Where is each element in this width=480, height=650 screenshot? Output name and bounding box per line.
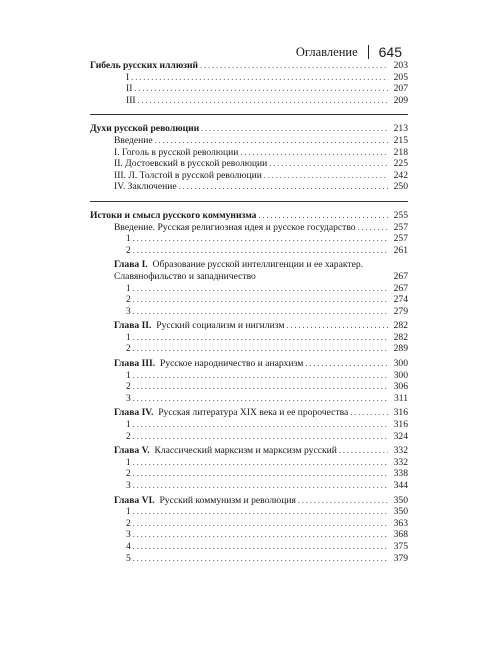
toc-entry-label: 2 [126,294,131,306]
toc-page-number: 332 [393,456,408,468]
toc-entry[interactable] [90,135,408,147]
toc-page-number: 207 [393,83,408,95]
dot-leader [133,381,388,393]
toc-entry-label: I. Гоголь в русской революции [114,146,239,158]
dot-leader [305,358,388,370]
dot-leader [134,83,388,95]
toc-page-number: 267 [393,282,408,294]
toc-entry-label: 5 [126,552,131,564]
dot-leader [133,393,388,405]
toc-page-number: 289 [393,343,408,355]
toc-entry[interactable] [90,95,408,107]
toc-entry[interactable] [90,170,408,182]
dot-leader [133,468,388,480]
toc-subentry[interactable] [90,245,408,257]
toc-entry-label: II. Достоевский в русской революции [114,158,268,170]
toc-entry-label: 3 [126,305,131,317]
toc-subentry[interactable] [90,306,408,318]
toc-chapter[interactable] [90,320,408,332]
toc-entry-label: III [126,94,136,106]
dot-leader [133,518,388,530]
toc-subentry[interactable] [90,419,408,431]
toc-entry-label: III. Л. Толстой в русской революции [114,169,262,181]
dot-leader [133,431,388,443]
toc-subentry[interactable] [90,393,408,405]
toc-page-number: 274 [393,294,408,306]
dot-leader [269,158,388,170]
toc-page-number: 306 [393,381,408,393]
toc-subentry[interactable] [90,343,408,355]
dot-leader [133,370,388,382]
toc-entry-label: Глава II. Русский социализм и нигилизм [114,320,285,332]
dot-leader [258,210,388,222]
toc-page-number: 324 [393,430,408,442]
header-title: Оглавление [295,44,358,59]
toc-entry[interactable] [90,181,408,193]
dot-leader [286,320,388,332]
toc-chapter[interactable] [90,445,408,457]
toc-subentry[interactable] [90,370,408,382]
dot-leader [155,135,388,147]
toc-page-number: 255 [393,209,408,221]
toc-entry-label: 1 [126,331,131,343]
toc-entry-label: 1 [126,282,131,294]
toc-entry-label: 4 [126,540,131,552]
toc-page-number: 375 [393,540,408,552]
toc-entry-label: Истоки и смысл русского коммунизма [90,209,257,221]
toc-entry-label: 1 [126,369,131,381]
dot-leader [200,60,388,72]
toc-entry-label: Гибель русских иллюзий [90,60,199,71]
dot-leader [133,233,388,245]
dot-leader [138,95,388,107]
toc-entry-label: 2 [126,517,131,529]
dot-leader [133,306,388,318]
toc-page-number: 316 [393,407,408,419]
toc-entry-label: Введение [114,134,153,146]
dot-leader [133,283,388,295]
toc-entry[interactable] [90,158,408,170]
dot-leader [133,506,388,518]
toc-subentry[interactable] [90,233,408,245]
toc-page-number: 215 [393,134,408,146]
toc-entry[interactable] [90,222,408,234]
toc-entry-label: 3 [126,529,131,541]
dot-leader [131,72,388,84]
toc-page-number: 338 [393,468,408,480]
dot-leader [179,181,388,193]
toc-page-number: 257 [393,233,408,245]
toc-entry-label: Введение. Русская религиозная идея и русское государство [114,221,356,233]
toc-subentry[interactable] [90,541,408,553]
toc-entry-label: 2 [126,468,131,480]
dot-leader [133,343,388,355]
toc-entry-label: Глава IV. Русская литература XIX века и ее пророчества [114,407,349,419]
toc-page-number: 332 [393,445,408,457]
dot-leader [298,495,388,507]
toc-entry-label: II [126,83,133,95]
toc-page-number: 205 [393,71,408,83]
toc-subentry[interactable] [90,480,408,492]
toc-page-number: 282 [393,331,408,343]
toc-entry-label: 2 [126,381,131,393]
toc-page-number: 257 [393,221,408,233]
dot-leader [350,407,388,419]
dot-leader [133,529,388,541]
toc-subentry[interactable] [90,529,408,541]
toc-section-title[interactable] [90,123,408,135]
toc-chapter[interactable] [90,407,408,419]
toc-page-number: 379 [393,552,408,564]
toc-page-number: 311 [393,392,408,404]
toc-entry-label: 1 [126,233,131,245]
toc-entry[interactable] [90,83,408,95]
toc-chapter[interactable] [90,358,408,370]
toc-page-number: 213 [393,123,408,135]
toc-page-number: 363 [393,517,408,529]
toc-subentry[interactable] [90,457,408,469]
toc-page-number: 316 [393,419,408,431]
toc-page-number: 203 [393,60,408,71]
dot-leader [133,294,388,306]
toc-page-number: 344 [393,480,408,491]
toc-page-number: 218 [393,146,408,158]
dot-leader [358,222,388,234]
dot-leader [264,170,388,182]
toc-entry-label: 3 [126,392,131,404]
toc-section [90,123,408,202]
dot-leader [133,480,388,492]
toc-entry-label: 1 [126,456,131,468]
toc-page-number: 350 [393,506,408,518]
toc-entry-label: 1 [126,419,131,431]
toc-subentry[interactable] [90,381,408,393]
toc-entry[interactable] [90,72,408,84]
toc-entry-label: 2 [126,244,131,256]
dot-leader [133,457,388,469]
toc-page-number: 209 [393,94,408,106]
toc-entry-label: Духи русской революции [90,123,200,135]
toc-section [90,210,408,572]
toc-subentry[interactable] [90,332,408,344]
toc-entry-label: IV. Заключение [114,181,177,193]
toc-entry-label: 3 [126,480,131,491]
dot-leader [240,147,388,159]
toc-entry-label: Глава I. Образование русской интеллигенции и ее характер. Славянофильство и западничество [114,259,364,282]
toc-section [90,60,408,115]
toc-entry-label: Глава V. Классический марксизм и марксизм русский [114,445,337,457]
dot-leader [201,123,388,135]
header-page-number: 645 [378,44,402,60]
toc-chapter[interactable] [90,495,408,507]
toc-entry-label: I [126,71,130,83]
toc-page-number: 300 [393,358,408,370]
toc-subentry[interactable] [90,553,408,565]
toc-entry-label: 1 [126,506,131,518]
toc-entry-label: Глава VI. Русский коммунизм и революция [114,494,296,506]
toc-subentry[interactable] [90,283,408,295]
toc-entry-label: 2 [126,430,131,442]
toc-page-number: 368 [393,529,408,541]
toc-page-number: 250 [393,181,408,193]
toc-entry-label: Глава III. Русское народничество и анархизм [114,358,304,370]
toc-page-number: 225 [393,158,408,170]
toc-page-number: 267 [393,270,408,282]
toc-page-number: 261 [393,244,408,256]
dot-leader [133,419,388,431]
toc-entry-label: 2 [126,343,131,355]
toc-section-title[interactable] [90,210,408,222]
header-divider [368,45,369,59]
toc-subentry[interactable] [90,518,408,530]
toc-page-number: 279 [393,305,408,317]
toc-section-title[interactable] [90,60,408,72]
toc-subentry[interactable] [90,468,408,480]
toc-page-number: 350 [393,494,408,506]
dot-leader [133,245,388,257]
toc-chapter[interactable] [90,259,408,282]
toc-subentry[interactable] [90,506,408,518]
toc-page-number: 282 [393,320,408,332]
toc-subentry[interactable] [90,431,408,443]
dot-leader [133,541,388,553]
toc-subentry[interactable] [90,294,408,306]
toc-entry[interactable] [90,147,408,159]
toc-page-number: 300 [393,369,408,381]
table-of-contents [90,60,408,580]
running-header [296,44,402,60]
dot-leader [133,553,388,565]
dot-leader [133,332,388,344]
toc-page-number: 242 [393,169,408,181]
dot-leader [339,445,388,457]
